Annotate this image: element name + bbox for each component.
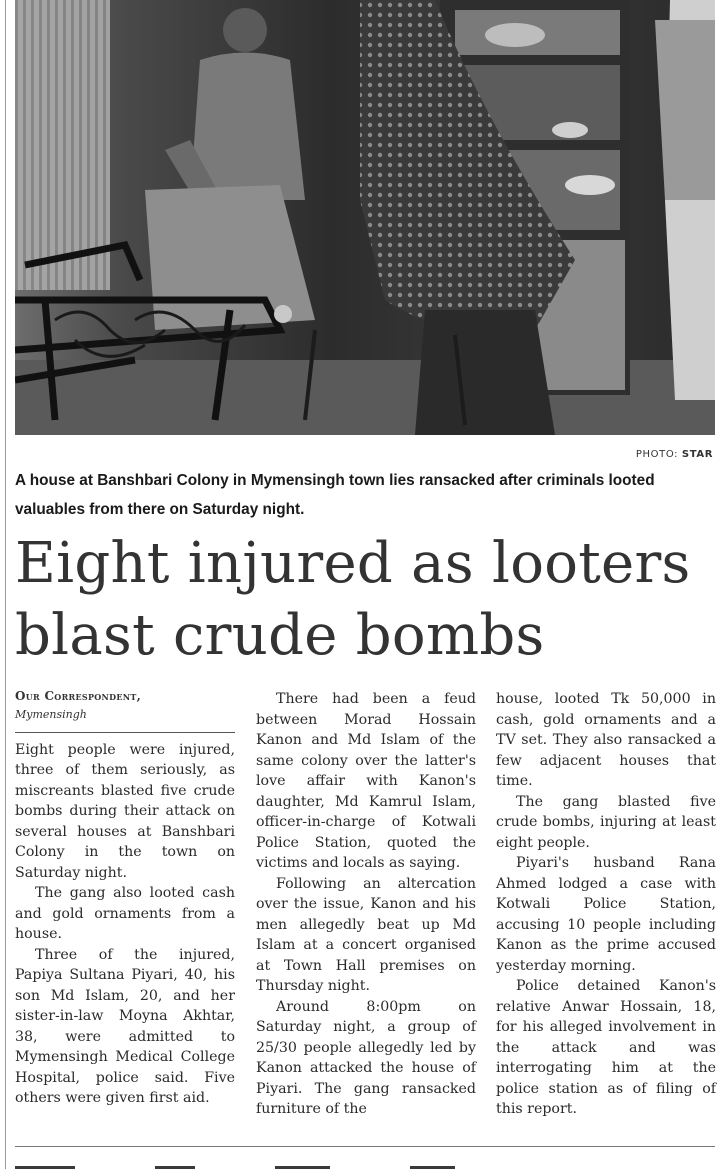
article-paragraph: Following an altercation over the issue, Kanon and his men allegedly beat up Md Islam at a concert organised at Town Hall premises on Thursday night. (256, 875, 476, 994)
headline (15, 528, 715, 672)
column-rule (5, 0, 6, 1169)
article-paragraph: Police detained Kanon's relative Anwar Hossain, 18, for his alleged involvement in the attack and was interrogating him at the police station as of filing of this report. (496, 978, 716, 1117)
byline-location: Mymensingh (15, 707, 87, 721)
next-headline-fragment (15, 1160, 715, 1169)
article-paragraph: Piyari's husband Rana Ahmed lodged a case with Kotwali Police Station, accusing 10 people including Kanon as the prime accused yesterday morning. (496, 855, 716, 974)
article-paragraph: Around 8:00pm on Saturday night, a group of 25/30 people allegedly led by Kanon attacked the house of Piyari. The gang ransacked furniture of the (256, 998, 476, 1117)
article-paragraph: house, looted Tk 50,000 in cash, gold ornaments and a TV set. They also ransacked a few adjacent houses that time. (496, 691, 716, 789)
headline-line-2: blast crude bombs (15, 603, 545, 668)
byline-author: Our Correspondent, (15, 689, 142, 703)
news-photo (15, 0, 715, 435)
byline-divider (15, 732, 235, 733)
photo-credit: PHOTO: STAR (635, 449, 713, 460)
headline-line-1: Eight injured as looters (15, 531, 691, 596)
article-paragraph: The gang also looted cash and gold ornaments from a house. (15, 885, 235, 942)
article-column-1 (15, 686, 235, 1109)
article-paragraph: Three of the injured, Papiya Sultana Piyari, 40, his son Md Islam, 20, and her sister-in-law Moyna Akhtar, 38, were admitted to Mymensingh Medical College Hospital, police said. Five others were given first aid. (15, 946, 235, 1106)
article-paragraph: The gang blasted five crude bombs, injuring at least eight people. (496, 793, 716, 851)
article-column-2 (256, 689, 476, 1120)
article-paragraph: There had been a feud between Morad Hossain Kanon and Md Islam of the same colony over the latter's love affair with Kanon's daughter, Md Kamrul Islam, officer-in-charge of Kotwali Police Station, quoted the victims and locals as saying. (256, 691, 476, 871)
article-column-3 (496, 689, 716, 1120)
photo-caption: A house at Banshbari Colony in Mymensingh town lies ransacked after criminals looted valuables from there on Saturday night. (15, 472, 655, 518)
article-paragraph: Eight people were injured, three of them seriously, as miscreants blasted five crude bombs during their attack on several houses at Banshbari Colony in the town on Saturday night. (15, 741, 235, 881)
page-divider (15, 1146, 715, 1147)
